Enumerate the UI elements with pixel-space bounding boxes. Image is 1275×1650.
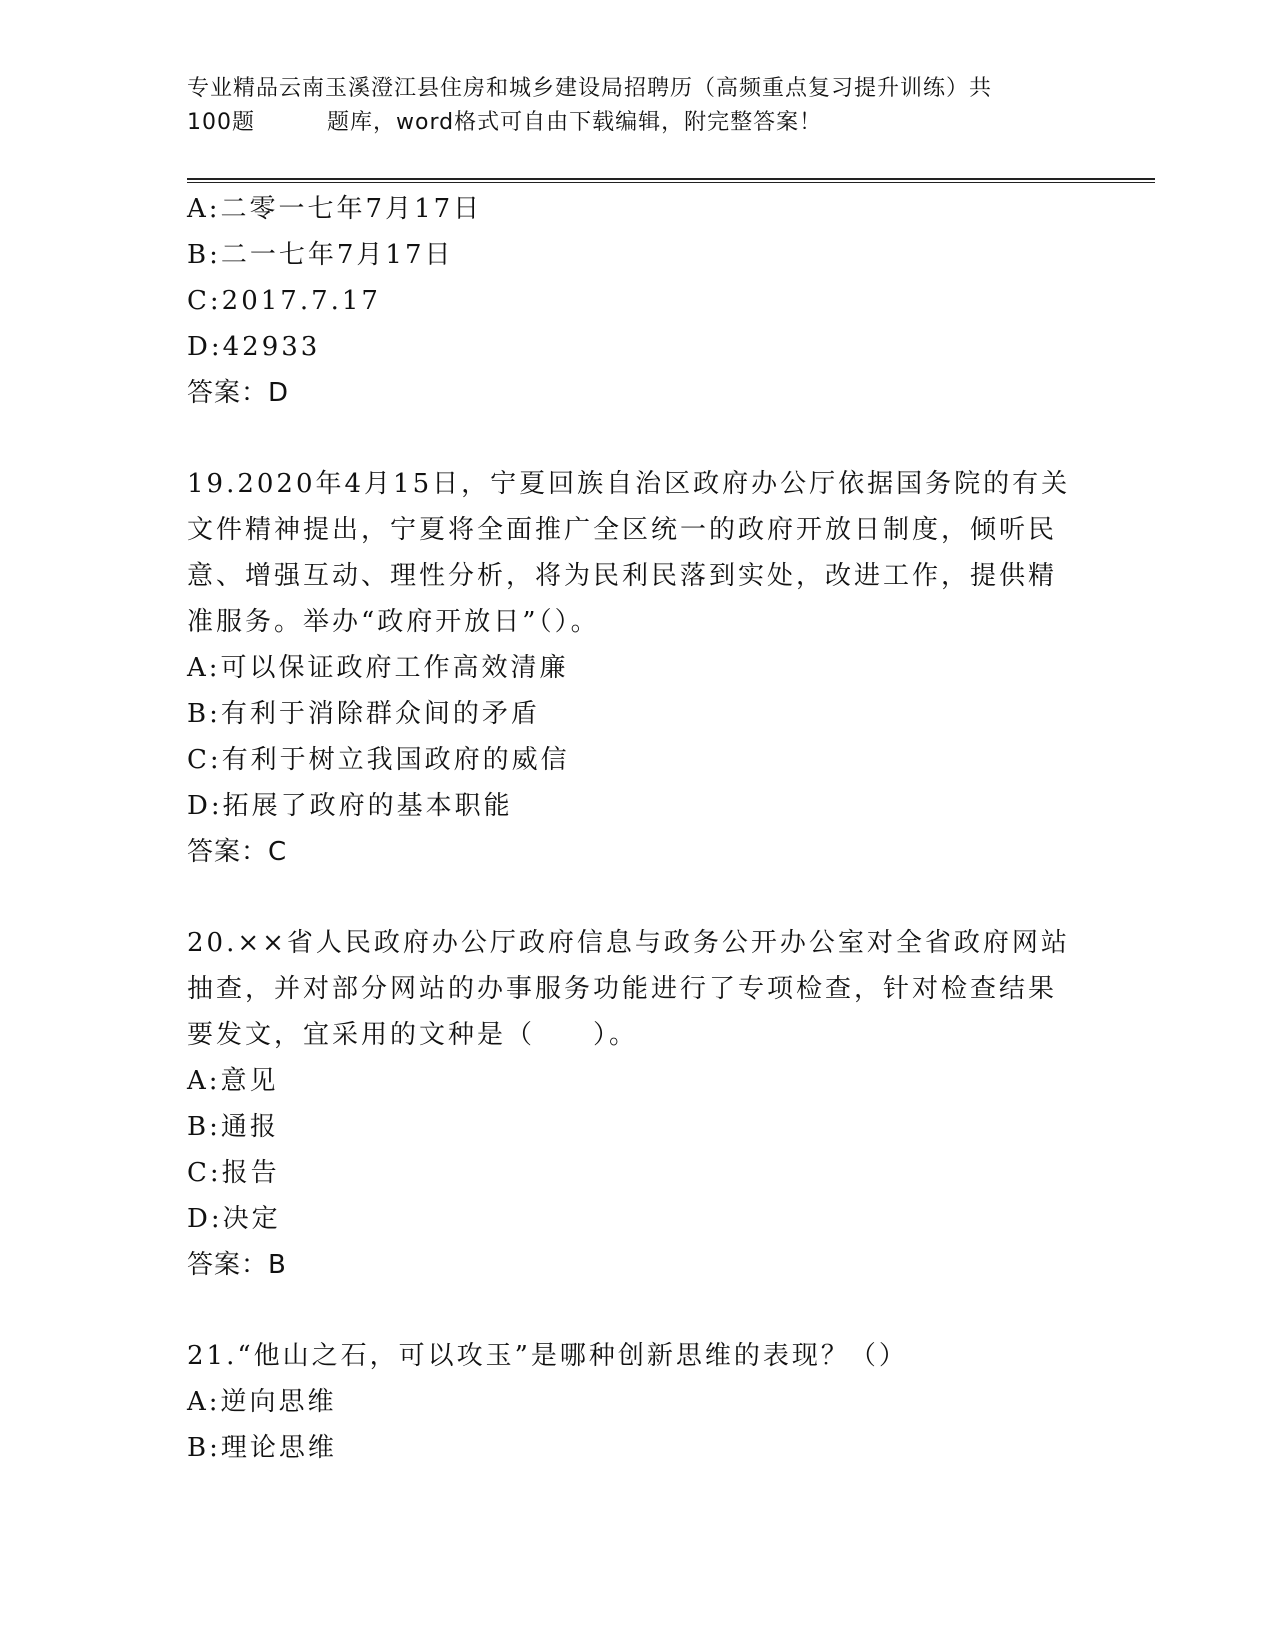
option-d: D:决定	[187, 1204, 281, 1234]
spacer	[187, 1288, 1087, 1333]
spacer	[187, 416, 1087, 461]
option-c: C:有利于树立我国政府的威信	[187, 745, 570, 775]
option-b: B:二一七年7月17日	[187, 240, 454, 270]
option-a: A:二零一七年7月17日	[187, 194, 483, 224]
answer-line: 答案：B	[187, 1250, 287, 1280]
question-text-line: 要发文，宜采用的文种是（ ）。	[187, 1020, 639, 1050]
question-text-line: 准服务。举办“政府开放日”（）。	[187, 607, 600, 637]
question-text-line: 20.××省人民政府办公厅政府信息与政务公开办公室对全省政府网站	[187, 928, 1070, 958]
option-a: A:意见	[187, 1066, 279, 1096]
option-b: B:有利于消除群众间的矛盾	[187, 699, 540, 729]
question-list	[187, 186, 1087, 1471]
question-20	[187, 920, 1087, 1288]
spacer	[187, 875, 1087, 920]
option-d: D:拓展了政府的基本职能	[187, 791, 513, 821]
header-question-count: 100题	[187, 110, 255, 135]
header-divider-thin	[187, 182, 1155, 183]
option-b: B:理论思维	[187, 1433, 337, 1463]
answer-line: 答案：D	[187, 378, 290, 408]
option-d: D:42933	[187, 332, 321, 362]
header-title-line2	[187, 106, 1067, 140]
question-text-line: 抽查，并对部分网站的办事服务功能进行了专项检查，针对检查结果	[187, 974, 1058, 1004]
header-title-line1: 专业精品云南玉溪澄江县住房和城乡建设局招聘历（高频重点复习提升训练）共	[187, 76, 993, 101]
option-a: A:可以保证政府工作高效清廉	[187, 653, 569, 683]
option-a: A:逆向思维	[187, 1387, 337, 1417]
option-b: B:通报	[187, 1112, 279, 1142]
question-text-line: 意、增强互动、理性分析，将为民利民落到实处，改进工作，提供精	[187, 561, 1058, 591]
question-text-line: 21.“他山之石，可以攻玉”是哪种创新思维的表现？（）	[187, 1341, 908, 1371]
header-description: 题库，word格式可自由下载编辑，附完整答案！	[327, 110, 823, 135]
question-text-line: 19.2020年4月15日，宁夏回族自治区政府办公厅依据国务院的有关	[187, 469, 1071, 499]
question-19	[187, 461, 1087, 875]
document-header	[187, 72, 1067, 140]
option-c: C:2017.7.17	[187, 286, 381, 316]
answer-line: 答案：C	[187, 837, 288, 867]
question-text-line: 文件精神提出，宁夏将全面推广全区统一的政府开放日制度，倾听民	[187, 515, 1058, 545]
question-21	[187, 1333, 1087, 1471]
option-c: C:报告	[187, 1158, 280, 1188]
header-divider-thick	[187, 178, 1155, 180]
question-18	[187, 186, 1087, 416]
